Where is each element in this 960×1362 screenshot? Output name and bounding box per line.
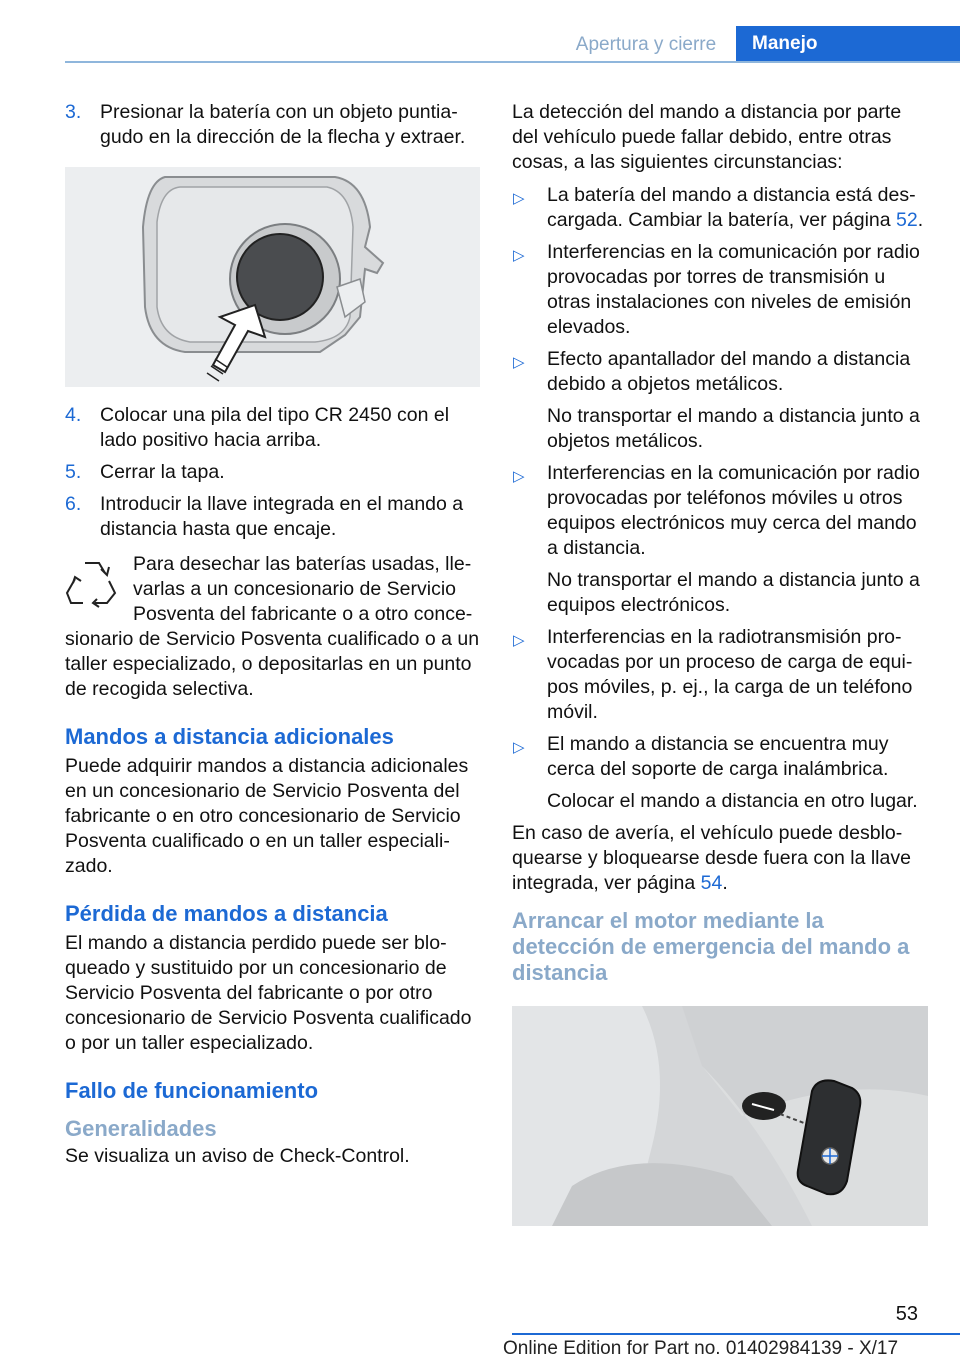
page-link-54[interactable]: 54 xyxy=(700,872,723,894)
step-number: 5. xyxy=(65,461,82,483)
left-column xyxy=(65,100,480,1177)
header-rule xyxy=(65,61,960,63)
recycle-icon xyxy=(65,555,119,609)
list-item xyxy=(512,347,930,454)
heading-emergency-start: Arrancar el motor mediante la detección de emergencia del mando a distancia xyxy=(512,908,910,985)
recycling-note xyxy=(65,552,480,702)
triangle-bullet-icon: ▷ xyxy=(513,190,525,207)
triangle-bullet-icon: ▷ xyxy=(513,468,525,485)
triangle-bullet-icon: ▷ xyxy=(513,632,525,649)
footer-edition: Online Edition for Part no. 01402984139 - X/17 xyxy=(503,1338,899,1359)
step-6 xyxy=(65,492,480,542)
footer-rule xyxy=(512,1333,960,1335)
step-4 xyxy=(65,403,480,453)
bullet-subtext: No transportar el mando a distancia junto a equipos electrónicos. xyxy=(547,569,920,616)
step-number: 6. xyxy=(65,493,82,515)
key-fob-icon xyxy=(65,167,480,387)
bullet-text: La batería del mando a distancia está descargada. Cambiar la batería, ver página xyxy=(547,184,916,231)
list-item xyxy=(512,183,930,233)
heading-additional-remotes: Mandos a distancia adicionales xyxy=(65,724,394,749)
step-5 xyxy=(65,460,480,485)
header-section-title: Apertura y cierre xyxy=(575,34,717,55)
step-3 xyxy=(65,100,480,150)
triangle-bullet-icon: ▷ xyxy=(513,354,525,371)
bullet-subtext: No transportar el mando a distancia junto a objetos metálicos. xyxy=(547,405,920,452)
right-column xyxy=(512,100,930,1226)
subheading-general: Generalidades xyxy=(65,1116,217,1141)
fault-text: En caso de avería, el vehículo puede desbloquearse y bloquearse desde fuera con la llave integrada, ver página xyxy=(512,822,911,894)
page-number: 53 xyxy=(895,1303,918,1325)
step-text: Presionar la batería con un objeto puntiagudo en la dirección de la flecha y extraer. xyxy=(100,101,466,148)
bullet-subtext: Colocar el mando a distancia en otro lugar. xyxy=(547,790,918,812)
steering-column-key-icon xyxy=(512,1006,928,1226)
step-text: Introducir la llave integrada en el mando a distancia hasta que encaje. xyxy=(100,493,464,540)
paragraph-fault xyxy=(512,821,930,896)
list-item xyxy=(512,461,930,618)
triangle-bullet-icon: ▷ xyxy=(513,247,525,264)
paragraph-lost-remotes: El mando a distancia perdido puede ser bloqueado y sustituido por un concesionario de Servicio Posventa del fabricante o por otro concesionario de Servicio Posventa cualificado o por un taller especializado. xyxy=(65,932,472,1054)
bullet-text: El mando a distancia se encuentra muy cerca del soporte de carga inalámbrica. xyxy=(547,733,889,780)
page-link-52[interactable]: 52 xyxy=(896,209,918,231)
bullet-text: Interferencias en la radiotransmisión provocadas por un proceso de carga de equipos móviles, p. ej., la carga de un teléfono móvil. xyxy=(547,626,913,723)
fault-end: . xyxy=(722,872,728,894)
triangle-bullet-icon: ▷ xyxy=(513,739,525,756)
heading-lost-remotes: Pérdida de mandos a distancia xyxy=(65,901,388,926)
bullet-text: Interferencias en la comunicación por radio provocadas por teléfonos móviles u otros equipos electrónicos muy cerca del mando a distancia. xyxy=(547,462,920,559)
step-number: 3. xyxy=(65,101,82,123)
paragraph-additional-remotes: Puede adquirir mandos a distancia adicionales en un concesionario de Servicio Posventa del fabricante o en otro concesionario de Servicio Posventa cualificado o en un taller especializado. xyxy=(65,755,469,877)
key-battery-illustration xyxy=(65,167,480,387)
bullet-text: Efecto apantallador del mando a distancia debido a objetos metálicos. xyxy=(547,348,911,395)
list-item xyxy=(512,625,930,725)
header-chapter-tab: Manejo xyxy=(736,26,960,63)
emergency-detection-illustration xyxy=(512,1006,928,1226)
bullet-text: Interferencias en la comunicación por radio provocadas por torres de transmisión u otras instalaciones con niveles de emisión elevados. xyxy=(547,241,920,338)
list-item xyxy=(512,240,930,340)
paragraph-general: Se visualiza un aviso de Check-Control. xyxy=(65,1145,410,1167)
step-text: Colocar una pila del tipo CR 2450 con el lado positivo hacia arriba. xyxy=(100,404,450,451)
paragraph-detection-intro: La detección del mando a distancia por parte del vehículo puede fallar debido, entre otras cosas, a las siguientes circunstancias: xyxy=(512,101,902,173)
step-text: Cerrar la tapa. xyxy=(100,461,225,483)
heading-malfunction: Fallo de funcionamiento xyxy=(65,1078,319,1103)
recycling-text: Para desechar las baterías usadas, llevarlas a un concesionario de Servicio Posventa del fabricante o a otro concesionario de Servicio Posventa cualificado o a un taller especializado, o depositarlas en un punto de recogida selectiva. xyxy=(65,553,480,700)
bullet-end: . xyxy=(917,209,924,231)
list-item xyxy=(512,732,930,814)
step-number: 4. xyxy=(65,404,82,426)
